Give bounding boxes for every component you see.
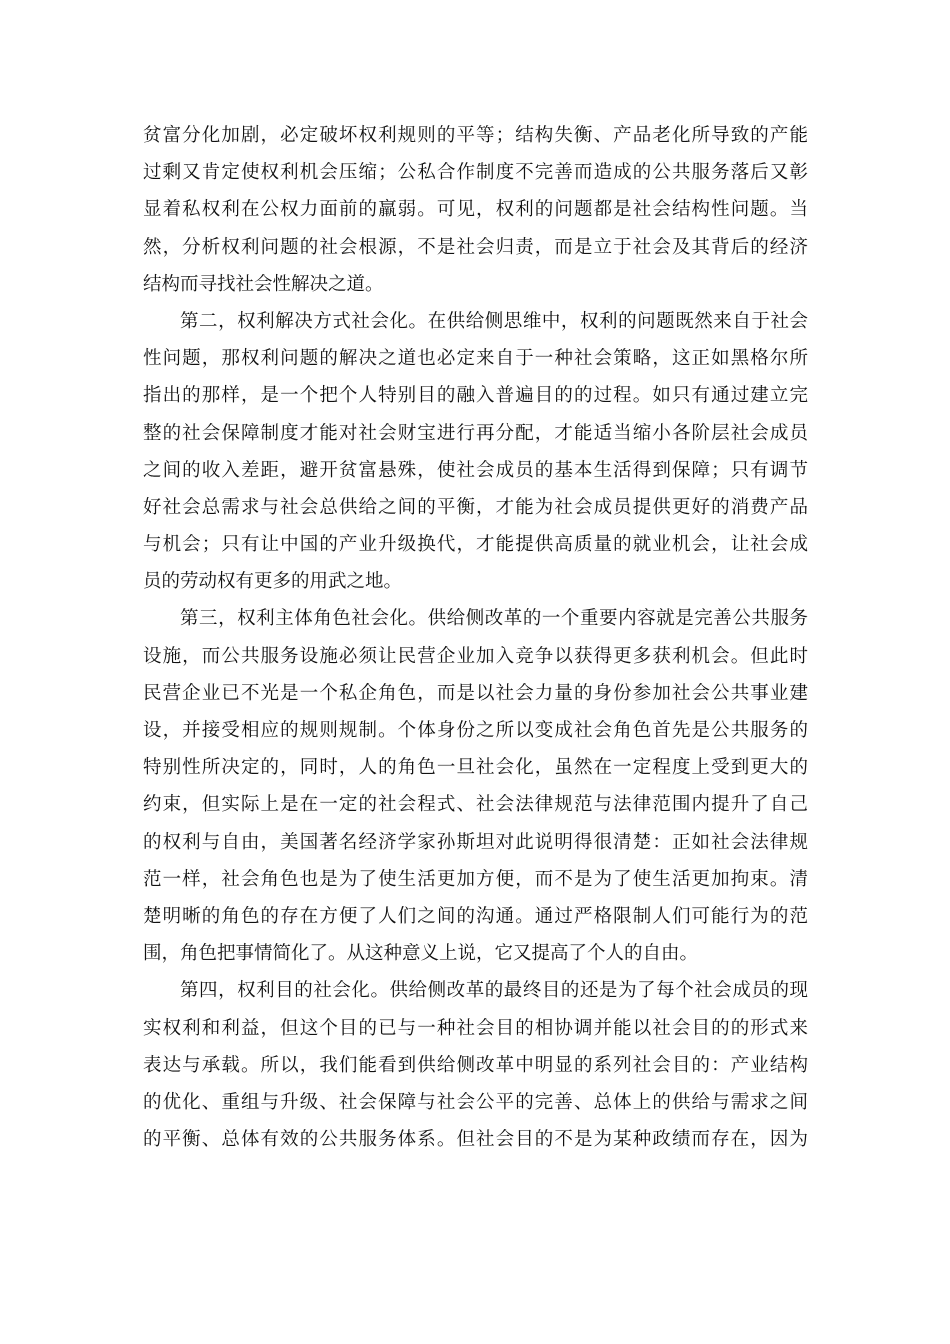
text-line: 与机会；只有让中国的产业升级换代，才能提供高质量的就业机会，让社会成 [143,534,808,556]
text-line: 然，分析权利问题的社会根源，不是社会归责，而是立于社会及其背后的经济 [143,236,808,258]
text-line: 实权利和利益，但这个目的已与一种社会目的相协调并能以社会目的的形式来 [143,1017,808,1039]
text-line: 特别性所决定的，同时，人的角色一旦社会化，虽然在一定程度上受到更大的 [143,757,808,779]
text-line: 员的劳动权有更多的用武之地。 [143,571,403,593]
text-line: 性问题，那权利问题的解决之道也必定来自于一种社会策略，这正如黑格尔所 [143,348,808,370]
text-line: 指出的那样，是一个把个人特别目的融入普遍目的的过程。如只有通过建立完 [143,385,808,407]
text-line: 第四，权利目的社会化。供给侧改革的最终目的还是为了每个社会成员的现 [180,980,808,1002]
text-line: 的权利与自由，美国著名经济学家孙斯坦对此说明得很清楚：正如社会法律规 [143,831,808,853]
text-line: 的优化、重组与升级、社会保障与社会公平的完善、总体上的供给与需求之间 [143,1091,808,1113]
body-text [143,117,808,1158]
paragraph-2 [143,303,808,601]
text-line: 第三，权利主体角色社会化。供给侧改革的一个重要内容就是完善公共服务 [180,608,808,630]
text-line: 显着私权利在公权力面前的羸弱。可见，权利的问题都是社会结构性问题。当 [143,199,808,221]
text-line: 围，角色把事情简化了。从这种意义上说，它又提高了个人的自由。 [143,943,699,965]
text-line: 的平衡、总体有效的公共服务体系。但社会目的不是为某种政绩而存在，因为 [143,1129,808,1151]
text-line: 民营企业已不光是一个私企角色，而是以社会力量的身份参加社会公共事业建 [143,682,808,704]
text-line: 过剩又肯定使权利机会压缩；公私合作制度不完善而造成的公共服务落后又彰 [143,162,808,184]
paragraph-4 [143,972,808,1158]
paragraph-3 [143,600,808,972]
text-line: 设，并接受相应的规则规制。个体身份之所以变成社会角色首先是公共服务的 [143,720,808,741]
text-line: 之间的收入差距，避开贫富悬殊，使社会成员的基本生活得到保障；只有调节 [143,459,808,481]
text-line: 整的社会保障制度才能对社会财宝进行再分配，才能适当缩小各阶层社会成员 [143,422,808,444]
text-line: 结构而寻找社会性解决之道。 [143,273,384,295]
paragraph-1 [143,117,808,303]
text-line: 范一样，社会角色也是为了使生活更加方便，而不是为了使生活更加拘束。清 [143,868,808,890]
text-line: 约束，但实际上是在一定的社会程式、社会法律规范与法律范围内提升了自己 [143,794,808,816]
text-line: 好社会总需求与社会总供给之间的平衡，才能为社会成员提供更好的消费产品 [143,496,808,518]
text-line: 贫富分化加剧，必定破坏权利规则的平等；结构失衡、产品老化所导致的产能 [143,125,808,146]
text-line: 第二，权利解决方式社会化。在供给侧思维中，权利的问题既然来自于社会 [180,310,808,332]
text-line: 设施，而公共服务设施必须让民营企业加入竞争以获得更多获利机会。但此时 [143,645,808,667]
text-line: 表达与承载。所以，我们能看到供给侧改革中明显的系列社会目的：产业结构 [143,1054,808,1076]
text-line: 楚明晰的角色的存在方便了人们之间的沟通。通过严格限制人们可能行为的范 [143,905,808,927]
